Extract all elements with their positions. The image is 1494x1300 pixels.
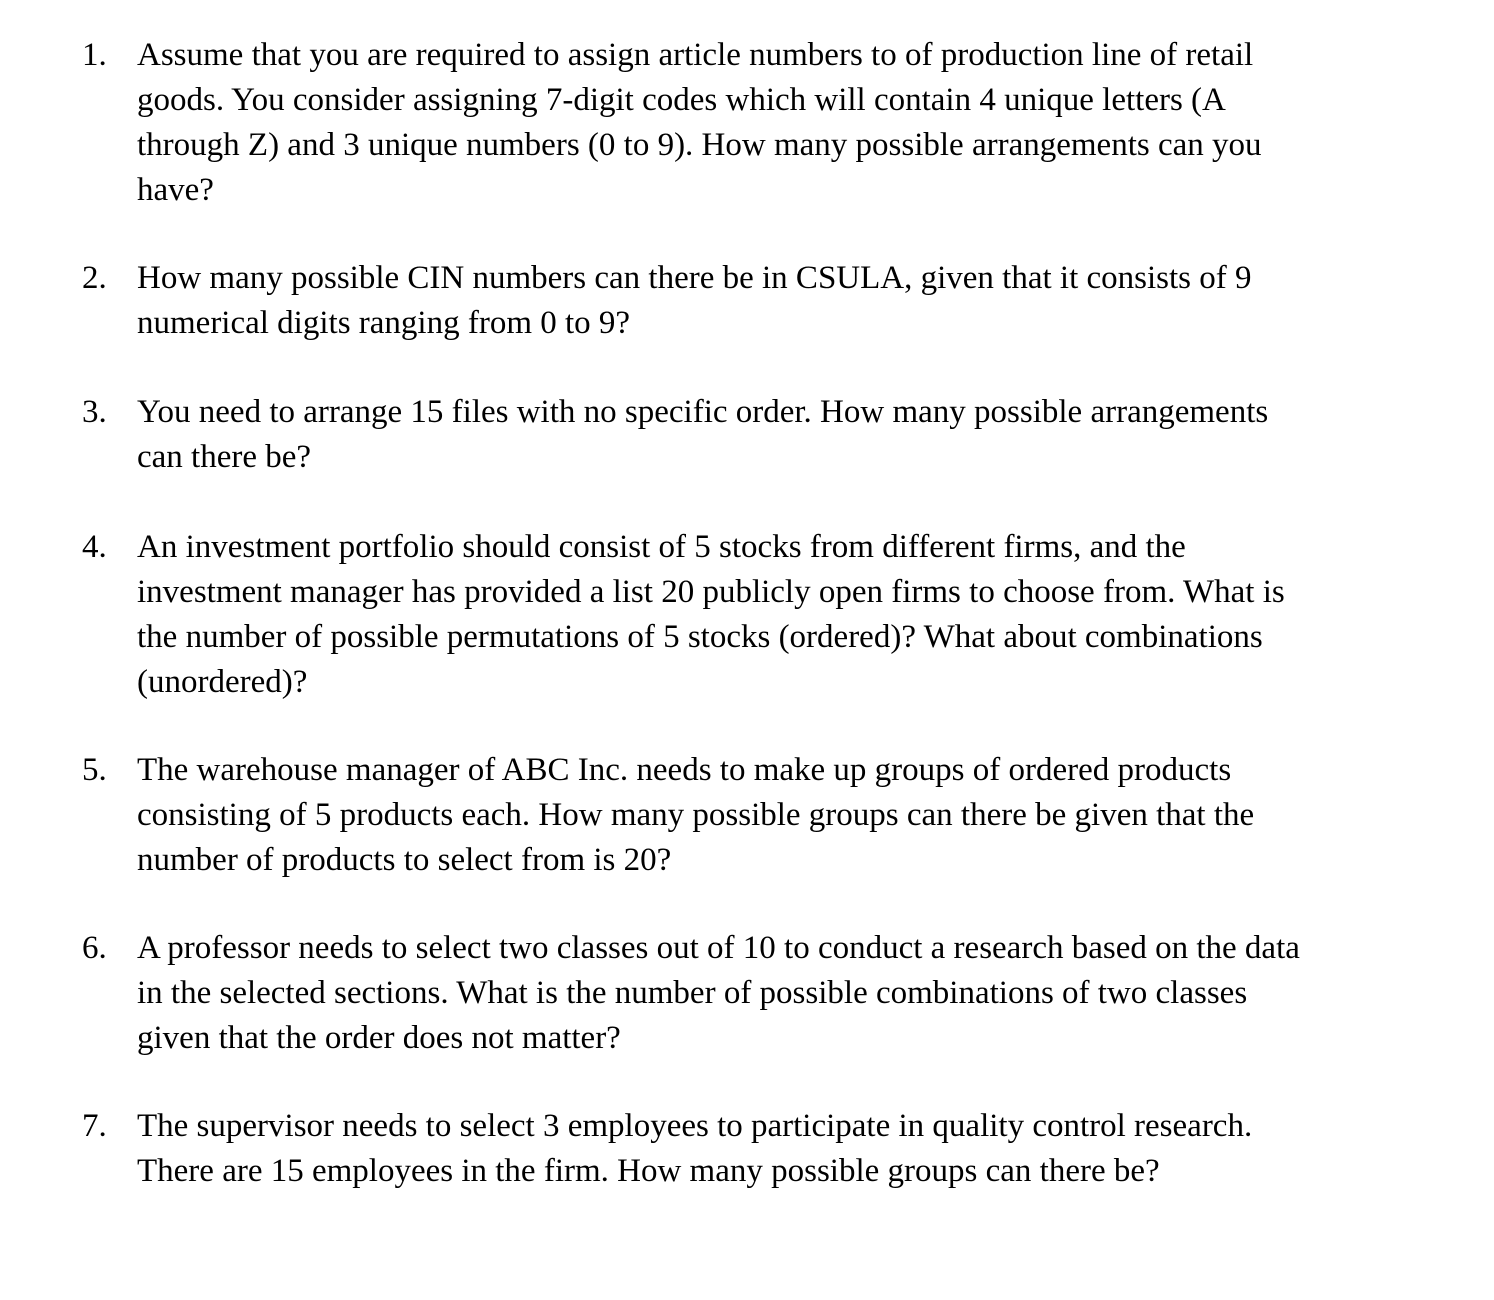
question-7 — [82, 1104, 1422, 1194]
question-text: How many possible CIN numbers can there be in CSULA, given that it consists of 9 numerical digits ranging from 0 to 9? — [137, 260, 1252, 341]
question-4 — [82, 525, 1422, 705]
question-text: The warehouse manager of ABC Inc. needs to make up groups of ordered products consisting of 5 products each. How many possible groups can there be given that the number of products to select from is 20? — [137, 752, 1255, 878]
question-number: 5. — [82, 752, 107, 788]
question-number: 3. — [82, 394, 107, 430]
question-number: 1. — [82, 37, 107, 73]
question-5 — [82, 748, 1422, 883]
question-text: A professor needs to select two classes out of 10 to conduct a research based on the data in the selected sections. What is the number of possible combinations of two classes given that the order does not matter? — [137, 930, 1300, 1056]
question-text: You need to arrange 15 files with no specific order. How many possible arrangements can there be? — [137, 394, 1269, 475]
question-1 — [82, 33, 1422, 213]
question-number: 6. — [82, 930, 107, 966]
question-text: An investment portfolio should consist of 5 stocks from different firms, and the investment manager has provided a list 20 publicly open firms to choose from. What is the number of possible permutations of 5 stocks (ordered)? What about combinations (unordered)? — [137, 529, 1285, 700]
question-2 — [82, 256, 1422, 346]
question-number: 2. — [82, 260, 107, 296]
question-6 — [82, 926, 1422, 1061]
question-3 — [82, 390, 1422, 480]
question-number: 7. — [82, 1108, 107, 1144]
question-text: Assume that you are required to assign article numbers to of production line of retail goods. You consider assigning 7-digit codes which will contain 4 unique letters (A through Z) and 3 unique numbers (0 to 9). How many possible arrangements can you have? — [137, 37, 1262, 208]
question-number: 4. — [82, 529, 107, 565]
question-text: The supervisor needs to select 3 employees to participate in quality control research. There are 15 employees in the firm. How many possible groups can there be? — [137, 1108, 1253, 1189]
